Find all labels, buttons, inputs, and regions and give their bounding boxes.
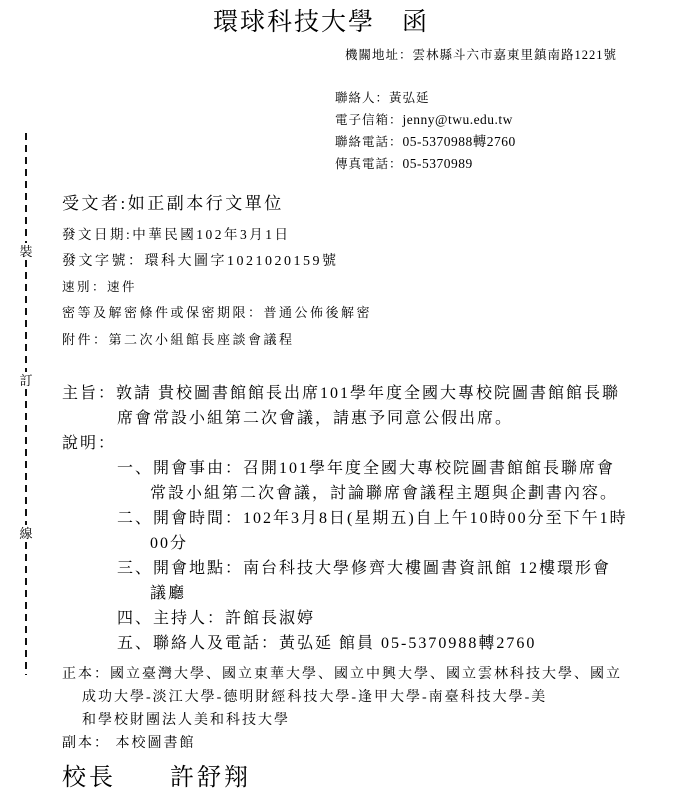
contact-email-line bbox=[335, 109, 676, 131]
contact-phone-line bbox=[335, 131, 676, 153]
contact-person-label: 聯絡人： bbox=[335, 91, 390, 105]
issue-date-value: 中華民國102年3月1日 bbox=[132, 227, 291, 242]
binding-dash bbox=[25, 542, 27, 675]
speed-label: 速別： bbox=[62, 280, 108, 294]
president-signature: 校長 許舒翔 bbox=[62, 765, 251, 791]
item-line: 二、開會時間：102年3月8日(星期五)自上午10時00分至下午1時 bbox=[117, 510, 628, 527]
subject-line: 席會常設小組第二次會議，請惠予同意公假出席。 bbox=[117, 410, 514, 427]
contact-phone-label: 聯絡電話： bbox=[335, 135, 403, 149]
original-recipients-line: 成功大學-淡江大學-德明財經科技大學-逢甲大學-南臺科技大學-美 bbox=[82, 690, 548, 705]
binding-dash bbox=[25, 260, 27, 372]
subject-line: 主旨：敦請 貴校圖書館館長出席101學年度全國大專校院圖書館館長聯 bbox=[62, 385, 621, 402]
org-address-line bbox=[345, 47, 676, 64]
item-line: 三、開會地點：南台科技大學修齊大樓圖書資訊館 12樓環形會 bbox=[117, 560, 612, 577]
explanation-item bbox=[117, 456, 676, 506]
explanation-items bbox=[117, 456, 676, 656]
speed-line bbox=[62, 279, 676, 296]
explanation-block bbox=[62, 431, 676, 656]
original-recipients-line: 和學校財團法人美和科技大學 bbox=[82, 713, 290, 728]
contact-fax-value: 05-5370989 bbox=[402, 156, 473, 171]
security-line bbox=[62, 304, 676, 322]
contact-fax-line bbox=[335, 153, 676, 175]
item-line: 五、聯絡人及電話：黃弘延 館員 05-5370988轉2760 bbox=[117, 635, 537, 652]
meta-block bbox=[62, 226, 676, 349]
doc-number-line bbox=[62, 252, 676, 271]
document-title: 環球科技大學 函 bbox=[212, 9, 429, 36]
contact-email-label: 電子信箱： bbox=[335, 113, 403, 127]
contact-block bbox=[335, 88, 676, 175]
attachment-line bbox=[62, 331, 676, 349]
contact-person-value: 黃弘延 bbox=[389, 91, 430, 105]
item-line: 議廳 bbox=[150, 585, 187, 602]
contact-person-line bbox=[335, 88, 676, 109]
binding-line bbox=[18, 133, 34, 675]
security-label: 密等及解密條件或保密期限： bbox=[62, 305, 264, 320]
doc-number-value: 環科大圖字1021020159號 bbox=[144, 254, 339, 269]
org-address-value: 雲林縣斗六市嘉東里鎮南路1221號 bbox=[412, 48, 618, 62]
contact-fax-label: 傳真電話： bbox=[335, 157, 403, 171]
binding-dash bbox=[25, 133, 27, 243]
original-recipients-line: 正本：國立臺灣大學、國立東華大學、國立中興大學、國立雲林科技大學、國立 bbox=[62, 667, 622, 682]
item-line: 四、主持人：許館長淑婷 bbox=[117, 610, 316, 627]
copies-block bbox=[62, 663, 676, 755]
explanation-heading: 說明： bbox=[62, 435, 117, 452]
item-line: 一、開會事由：召開101學年度全國大專校院圖書館館長聯席會 bbox=[117, 460, 616, 477]
explanation-item bbox=[117, 506, 676, 556]
cc-label: 副本： bbox=[62, 736, 110, 751]
recipient-value: 如正副本行文單位 bbox=[127, 194, 284, 213]
cc-value: 本校圖書館 bbox=[110, 736, 196, 751]
explanation-item bbox=[117, 631, 676, 656]
binding-mark-zhuang: 裝 bbox=[19, 244, 33, 259]
explanation-item bbox=[117, 556, 676, 606]
subject-block bbox=[62, 381, 676, 431]
issue-date-label: 發文日期: bbox=[62, 227, 133, 242]
recipient-line bbox=[62, 192, 676, 215]
issue-date-line bbox=[62, 226, 676, 244]
binding-mark-ding: 訂 bbox=[19, 373, 33, 388]
doc-number-label: 發文字號： bbox=[62, 254, 145, 269]
contact-email-value: jenny@twu.edu.tw bbox=[402, 112, 513, 127]
recipient-label: 受文者: bbox=[62, 194, 128, 213]
security-value: 普通公佈後解密 bbox=[263, 305, 373, 320]
binding-dash bbox=[25, 389, 27, 525]
attachment-value: 第二次小組館長座談會議程 bbox=[108, 332, 295, 347]
attachment-label: 附件： bbox=[62, 332, 109, 347]
org-address-label: 機關地址： bbox=[345, 48, 413, 62]
cc-line bbox=[62, 732, 676, 755]
binding-mark-xian: 線 bbox=[19, 526, 33, 541]
speed-value: 速件 bbox=[107, 280, 138, 294]
contact-phone-value: 05-5370988轉2760 bbox=[402, 134, 516, 149]
explanation-item bbox=[117, 606, 676, 631]
item-line: 00分 bbox=[150, 535, 189, 552]
item-line: 常設小組第二次會議，討論聯席會議程主題與企劃書內容。 bbox=[150, 485, 619, 502]
